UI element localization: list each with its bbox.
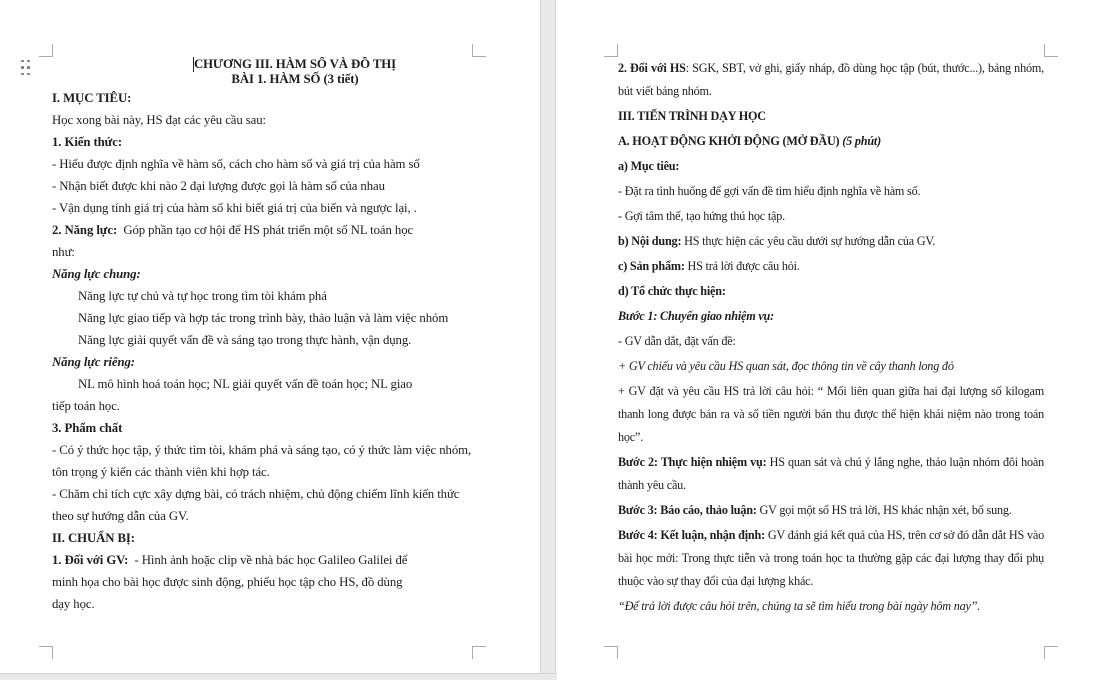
document-title-line[interactable] [52, 72, 538, 87]
paragraph[interactable] [618, 595, 1044, 618]
text-run[interactable]: (5 phút) [842, 134, 881, 148]
text-run[interactable]: minh họa cho bài học được sinh động, phiếu học tập cho HS, đồ dùng [52, 575, 403, 589]
text-line[interactable] [52, 263, 538, 285]
page-1-text-area[interactable] [52, 57, 538, 615]
paragraph[interactable] [618, 230, 1044, 253]
text-line[interactable] [52, 527, 538, 549]
text-line[interactable] [52, 439, 538, 461]
text-run[interactable]: - Chăm chỉ tích cực xây dựng bài, có trách nhiệm, chủ động chiếm lĩnh kiến thức [52, 487, 460, 501]
text-run[interactable]: + GV chiếu và yêu cầu HS quan sát, đọc thông tin về cây thanh long đỏ [618, 359, 954, 373]
text-run[interactable]: Bước 4: Kết luận, nhận định: [618, 528, 765, 542]
text-line[interactable] [52, 109, 538, 131]
text-run[interactable]: - Hình ảnh hoặc clip về nhà bác học Galileo Galilei để [128, 553, 408, 567]
drag-dot [27, 60, 30, 63]
text-run[interactable]: tôn trọng ý kiến các thành viên khi hợp tác. [52, 465, 270, 479]
paragraph[interactable] [618, 380, 1044, 449]
text-run[interactable]: + GV đặt và yêu cầu HS trả lời câu hỏi: “ Mối liên quan giữa hai đại lượng số kilogam thanh long được bán ra và số tiền người bán thu được thể hiện khái niệm nào trong toán học”. [618, 384, 1044, 444]
drag-dot [21, 73, 24, 76]
text-line[interactable] [52, 483, 538, 505]
margin-mark-top-left-icon [39, 44, 53, 57]
text-line[interactable] [52, 219, 538, 241]
margin-mark-bottom-right-icon [1044, 646, 1058, 659]
paragraph[interactable] [618, 205, 1044, 228]
text-run[interactable]: A. HOẠT ĐỘNG KHỞI ĐỘNG (MỞ ĐẦU) [618, 134, 843, 148]
margin-mark-bottom-right-icon [472, 646, 486, 659]
text-line[interactable] [52, 131, 538, 153]
paragraph[interactable] [618, 305, 1044, 328]
text-run[interactable]: NL mô hình hoá toán học; NL giải quyết vấn đề toán học; NL giao [78, 377, 413, 391]
text-run[interactable]: Năng lực chung: [52, 267, 141, 281]
page-gap-divider [540, 0, 556, 680]
text-line[interactable] [52, 549, 538, 571]
text-run[interactable]: GV đánh giá kết quả của HS, trên cơ sở đó dẫn dắt HS vào bài học mới: Trong thực tiễn và trong toán học ta thường gặp các đại lượng thay đổi phụ thuộc vào sự thay đổi của đại lượng khác. [618, 528, 1044, 588]
text-run[interactable]: BÀI 1. HÀM SỐ (3 tiết) [231, 72, 359, 86]
paragraph[interactable] [618, 451, 1044, 497]
text-run[interactable]: b) Nội dung: [618, 234, 682, 248]
drag-dot [27, 66, 30, 69]
text-run[interactable]: 2. Năng lực: [52, 223, 118, 237]
margin-mark-top-right-icon [472, 44, 486, 57]
text-run[interactable]: tiếp toán học. [52, 399, 120, 413]
text-line[interactable] [52, 307, 538, 329]
text-run[interactable]: a) Mục tiêu: [618, 159, 680, 173]
text-line[interactable] [52, 197, 538, 219]
text-run[interactable]: như: [52, 245, 75, 259]
text-run[interactable]: “Để trả lời được câu hỏi trên, chúng ta sẽ tìm hiểu trong bài ngày hôm nay”. [618, 599, 981, 613]
paragraph[interactable] [618, 105, 1044, 128]
drag-dot [21, 66, 24, 69]
text-line[interactable] [52, 285, 538, 307]
paragraph[interactable] [618, 180, 1044, 203]
text-line[interactable] [52, 329, 538, 351]
text-run[interactable]: HS trả lời được câu hỏi. [684, 259, 800, 273]
text-run[interactable]: - Hiểu được định nghĩa về hàm số, cách cho hàm số và giá trị của hàm số [52, 157, 420, 171]
text-line[interactable] [52, 241, 538, 263]
paragraph[interactable] [618, 130, 1044, 153]
page-bottom-gap [0, 673, 557, 680]
paragraph[interactable] [618, 57, 1044, 103]
text-run[interactable]: III. TIẾN TRÌNH DẠY HỌC [618, 109, 766, 123]
paragraph[interactable] [618, 524, 1044, 593]
text-line[interactable] [52, 593, 538, 615]
text-line[interactable] [52, 571, 538, 593]
text-run[interactable]: II. CHUẨN BỊ: [52, 531, 135, 545]
six-dot-drag-handle-icon[interactable] [19, 58, 32, 77]
text-run[interactable]: c) Sản phẩm: [618, 259, 685, 273]
text-line[interactable] [52, 153, 538, 175]
text-run[interactable]: theo sự hướng dẫn của GV. [52, 509, 189, 523]
text-run[interactable]: GV gọi một số HS trả lời, HS khác nhận xét, bổ sung. [756, 503, 1012, 517]
text-run[interactable]: 1. Kiến thức: [52, 135, 123, 149]
text-run[interactable]: - GV dẫn dắt, đặt vấn đề: [618, 334, 736, 348]
text-run[interactable]: Bước 3: Báo cáo, thảo luận: [618, 503, 757, 517]
page-2-text-area[interactable] [618, 57, 1044, 620]
text-run[interactable]: Năng lực giao tiếp và hợp tác trong trình bày, thảo luận và làm việc nhóm [78, 311, 449, 325]
text-run[interactable]: CHƯƠNG III. HÀM SỐ VÀ ĐỒ THỊ [193, 57, 397, 71]
text-run[interactable]: Học xong bài này, HS đạt các yêu cầu sau: [52, 113, 266, 127]
text-line[interactable] [52, 395, 538, 417]
text-run[interactable]: 2. Đối với HS [618, 61, 686, 75]
text-line[interactable] [52, 351, 538, 373]
paragraph[interactable] [618, 280, 1044, 303]
text-run[interactable]: - Đặt ra tình huống để gợi vấn đề tìm hiểu định nghĩa về hàm số. [618, 184, 921, 198]
paragraph[interactable] [618, 155, 1044, 178]
text-run[interactable]: d) Tổ chức thực hiện: [618, 284, 726, 298]
document-title-line[interactable] [52, 57, 538, 72]
text-line[interactable] [52, 87, 538, 109]
drag-dot [27, 73, 30, 76]
text-run[interactable]: Góp phần tạo cơ hội để HS phát triển một số NL toán học [117, 223, 414, 237]
text-run[interactable]: Bước 1: Chuyển giao nhiệm vụ: [618, 309, 774, 323]
text-run[interactable]: 1. Đối với GV: [52, 553, 129, 567]
margin-mark-top-left-icon [604, 44, 618, 57]
text-run[interactable]: HS quan sát và chú ý lắng nghe, thảo luận nhóm đôi hoàn thành yêu cầu. [618, 455, 1044, 492]
text-run[interactable]: Năng lực riêng: [52, 355, 135, 369]
margin-mark-top-right-icon [1044, 44, 1058, 57]
text-run[interactable]: - Vận dụng tính giá trị của hàm số khi biết giá trị của biến và ngược lại, . [52, 201, 417, 215]
paragraph[interactable] [618, 499, 1044, 522]
text-line[interactable] [52, 461, 538, 483]
drag-dot [21, 60, 24, 63]
text-run[interactable]: - Gợi tâm thế, tạo hứng thú học tập. [618, 209, 785, 223]
text-run[interactable]: I. MỤC TIÊU: [52, 91, 132, 105]
text-run[interactable]: 3. Phẩm chất [52, 421, 123, 435]
text-run[interactable]: dạy học. [52, 597, 95, 611]
margin-mark-bottom-left-icon [39, 646, 53, 659]
paragraph[interactable] [618, 355, 1044, 378]
margin-mark-bottom-left-icon [604, 646, 618, 659]
text-run[interactable]: Bước 2: Thực hiện nhiệm vụ: [618, 455, 767, 469]
text-line[interactable] [52, 417, 538, 439]
text-line[interactable] [52, 175, 538, 197]
paragraph[interactable] [618, 330, 1044, 353]
text-run[interactable]: - Nhận biết được khi nào 2 đại lượng được gọi là hàm số của nhau [52, 179, 385, 193]
text-run[interactable]: HS thực hiện các yêu cầu dưới sự hướng dẫn của GV. [681, 234, 936, 248]
paragraph[interactable] [618, 255, 1044, 278]
text-run[interactable]: Năng lực giải quyết vấn đề và sáng tạo trong thực hành, vận dụng. [78, 333, 412, 347]
text-line[interactable] [52, 505, 538, 527]
text-run[interactable]: - Có ý thức học tập, ý thức tìm tòi, khám phá và sáng tạo, có ý thức làm việc nhóm, [52, 443, 472, 457]
text-run[interactable]: Năng lực tự chủ và tự học trong tìm tòi khám phá [78, 289, 327, 303]
text-run[interactable]: : SGK, SBT, vở ghi, giấy nháp, đồ dùng học tập (bút, thước...), bảng nhóm, bút viết bảng nhóm. [618, 61, 1044, 98]
text-cursor-caret [193, 57, 194, 72]
text-line[interactable] [52, 373, 538, 395]
